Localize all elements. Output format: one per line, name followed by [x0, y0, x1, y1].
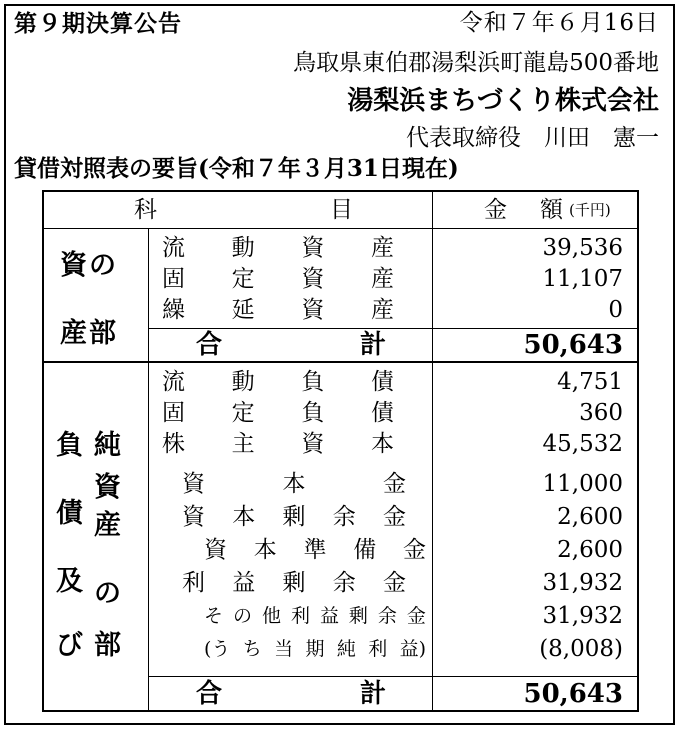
liability-value: 2,600 [557, 537, 623, 563]
item-char: 合 [196, 679, 223, 709]
liability-item [162, 399, 394, 428]
item-char: 利 [368, 638, 388, 660]
item-char: 資 [204, 537, 227, 563]
item-char: 備 [353, 537, 377, 563]
item-char: 余 [332, 570, 356, 596]
asset-value: 0 [608, 297, 623, 323]
liability-item [182, 503, 406, 532]
asset-item [162, 265, 394, 294]
item-char: 剰 [282, 570, 306, 596]
item-char: 固 [162, 266, 185, 292]
notice-title: 第９期決算公告 [14, 10, 182, 37]
liability-item [204, 602, 426, 631]
item-char: 資 [301, 266, 325, 292]
section-label-char: 産 [94, 510, 121, 541]
header-divider [44, 228, 637, 229]
assets-label-2: 産部 [60, 318, 118, 349]
liability-item [162, 368, 394, 397]
section-label-char: 負 [56, 430, 83, 461]
item-char: 債 [370, 400, 394, 426]
item-char: 動 [231, 235, 255, 261]
company-address: 鳥取県東伯郡湯梨浜町龍島500番地 [293, 50, 659, 76]
liability-value: 11,000 [542, 471, 623, 497]
liabilities-total-label [196, 678, 386, 711]
item-char: 資 [182, 471, 205, 497]
item-char: 流 [162, 369, 185, 395]
item-char: 産 [370, 235, 394, 261]
amount-column-divider [432, 192, 433, 710]
section-label-char: 資 [94, 472, 121, 503]
item-char: 本 [253, 537, 277, 563]
item-char: 計 [359, 330, 386, 360]
asset-item [162, 234, 394, 263]
liabilities-total-value: 50,643 [523, 679, 623, 709]
item-char: 金 [383, 504, 406, 530]
asset-value: 11,107 [542, 266, 623, 292]
item-char: 純 [336, 638, 356, 660]
item-char: 利 [290, 605, 310, 627]
liab-total-divider [148, 676, 637, 677]
notice-date: 令和７年６月16日 [459, 10, 659, 36]
item-char: 資 [301, 297, 325, 323]
col-amount-2: 額 [540, 197, 563, 223]
item-char: 負 [301, 369, 325, 395]
item-char: 本 [232, 504, 256, 530]
item-char: 資 [182, 504, 205, 530]
liability-value: 2,600 [557, 504, 623, 530]
representative: 代表取締役 川田 憲一 [406, 125, 659, 151]
balance-sheet-table [42, 190, 639, 712]
item-char: 剰 [282, 504, 306, 530]
item-char: 他 [261, 605, 281, 627]
item-char: 繰 [162, 297, 185, 323]
item-char: そ [204, 605, 224, 627]
item-char: 株 [162, 431, 185, 457]
item-char: 延 [231, 297, 255, 323]
item-char: 利 [182, 570, 205, 596]
item-char: 金 [383, 570, 406, 596]
company-name: 湯梨浜まちづくり株式会社 [347, 86, 659, 116]
item-char: 産 [370, 266, 394, 292]
item-char: 準 [303, 537, 327, 563]
item-char: の [232, 605, 252, 627]
item-char: 合 [196, 330, 223, 360]
liability-value: (8,008) [539, 636, 623, 662]
item-char: ち [242, 638, 262, 660]
col-unit: (千円) [569, 201, 611, 219]
liability-item [204, 536, 426, 565]
col-subject-1: 科 [134, 197, 157, 223]
item-char: (う [204, 638, 231, 660]
item-char: 当 [274, 638, 294, 660]
section-label-char: 部 [94, 630, 121, 661]
assets-total-value: 50,643 [523, 330, 623, 360]
asset-value: 39,536 [542, 235, 623, 261]
item-char: 金 [406, 605, 426, 627]
item-char: 益) [399, 638, 426, 660]
section-column-divider [148, 228, 149, 710]
liability-item [162, 430, 394, 459]
liability-value: 45,532 [542, 431, 623, 457]
section-label-char: 及 [56, 566, 83, 597]
item-char: 動 [231, 369, 255, 395]
item-char: 流 [162, 235, 185, 261]
item-char: 金 [383, 471, 406, 497]
item-char: 余 [377, 605, 397, 627]
item-char: 金 [403, 537, 426, 563]
item-char: 本 [282, 471, 306, 497]
item-char: 主 [231, 431, 255, 457]
col-amount-1: 金 [484, 197, 507, 223]
item-char: 固 [162, 400, 185, 426]
item-char: 剰 [348, 605, 368, 627]
assets-label-1: 資の [60, 250, 118, 281]
item-char: 債 [370, 369, 394, 395]
assets-total-label [196, 329, 386, 362]
liability-value: 360 [579, 400, 623, 426]
liability-value: 31,932 [542, 570, 623, 596]
item-char: 計 [359, 679, 386, 709]
item-char: 資 [301, 235, 325, 261]
liability-item [182, 470, 406, 499]
liability-value: 4,751 [557, 369, 623, 395]
item-char: 期 [305, 638, 325, 660]
section-label-char: の [94, 578, 121, 609]
item-char: 益 [232, 570, 256, 596]
liability-item [182, 569, 406, 598]
item-char: 資 [301, 431, 325, 457]
item-char: 産 [370, 297, 394, 323]
item-char: 定 [231, 266, 255, 292]
item-char: 負 [301, 400, 325, 426]
item-char: 本 [370, 431, 394, 457]
item-char: 益 [319, 605, 339, 627]
section-label-char: 債 [56, 498, 83, 529]
liability-value: 31,932 [542, 603, 623, 629]
liability-item [204, 635, 426, 664]
col-subject-2: 目 [330, 197, 353, 223]
section-label-char: 純 [94, 430, 121, 461]
section-label-char: び [56, 630, 83, 661]
item-char: 余 [332, 504, 356, 530]
asset-item [162, 296, 394, 325]
balance-sheet-title: 貸借対照表の要旨(令和７年３月31日現在) [14, 155, 459, 182]
item-char: 定 [231, 400, 255, 426]
